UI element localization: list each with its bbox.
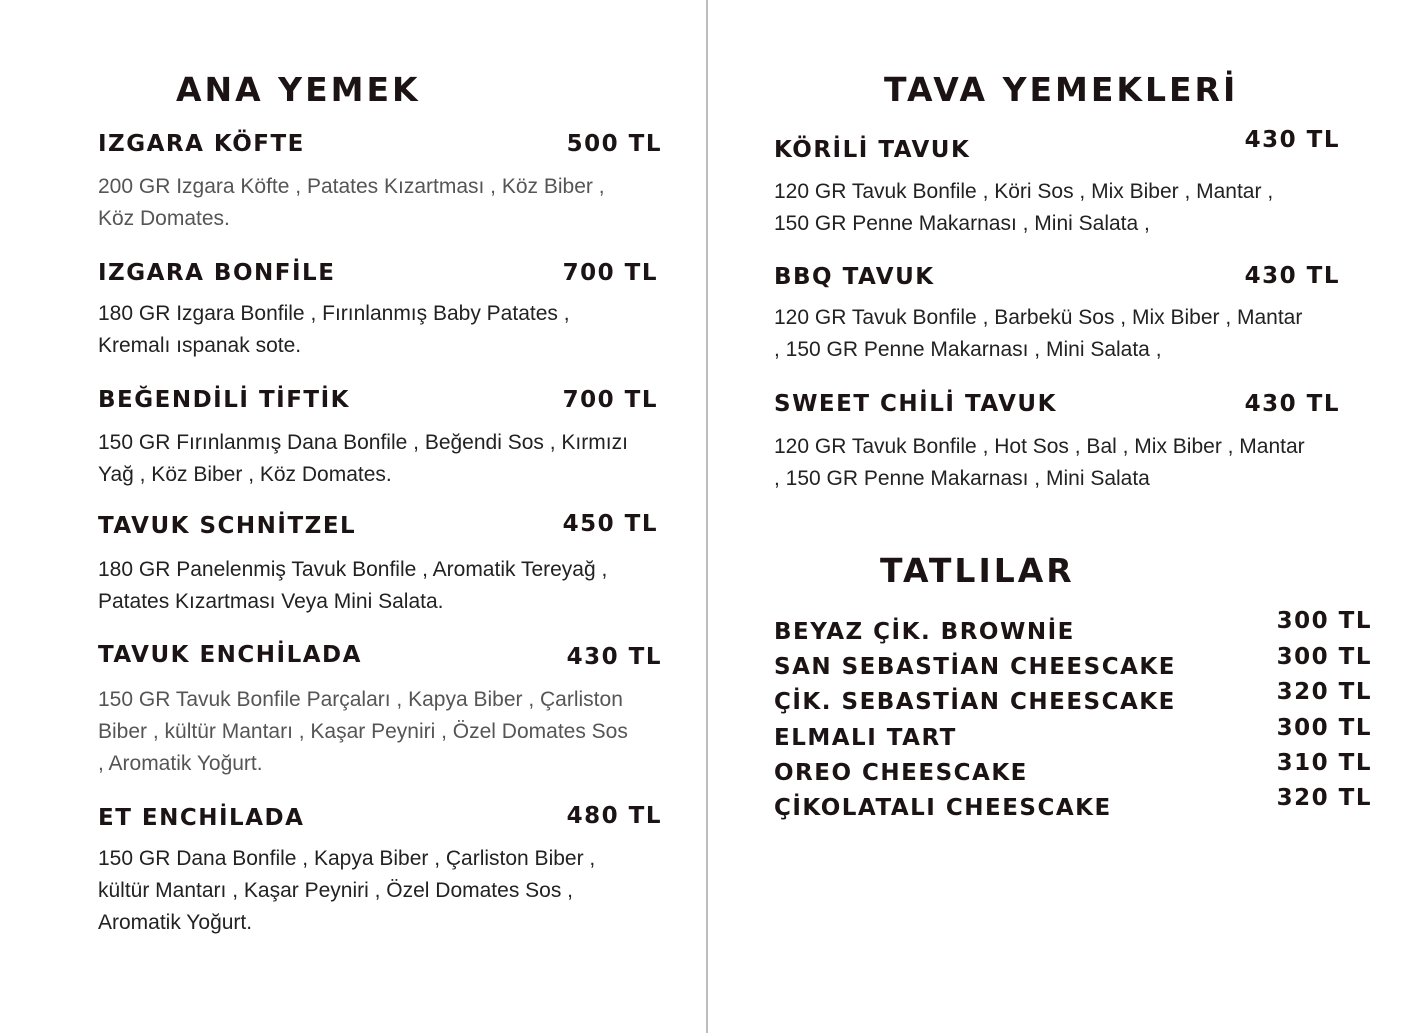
dish-price: 450 TL [562,511,658,537]
dish-name: IZGARA BONFİLE [98,260,336,286]
dish-price: 700 TL [562,260,658,286]
dessert-name: ÇİKOLATALI CHEESCAKE [774,795,1112,821]
dish-name: KÖRİLİ TAVUK [774,137,971,163]
dish-price: 430 TL [566,644,662,670]
dessert-price: 320 TL [1276,679,1372,705]
section-title-ana-yemek: ANA YEMEK [176,70,421,109]
dish-description: 120 GR Tavuk Bonfile , Hot Sos , Bal , Mix Biber , Mantar , 150 GR Penne Makarnası , Mini Salata [774,435,1305,490]
dessert-name: BEYAZ ÇİK. BROWNİE [774,619,1075,645]
dish-price: 430 TL [1244,263,1340,289]
dessert-price: 320 TL [1276,785,1372,811]
dish-description: 150 GR Dana Bonfile , Kapya Biber , Çarliston Biber , kültür Mantarı , Kaşar Peyniri , Özel Domates Sos , Aromatik Yoğurt. [98,847,596,934]
dish-name: TAVUK SCHNİTZEL [98,513,357,539]
section-title-tatlilar: TATLILAR [880,551,1075,590]
dish-description: 200 GR Izgara Köfte , Patates Kızartması , Köz Biber , Köz Domates. [98,175,605,230]
dessert-price: 300 TL [1276,715,1372,741]
dish-price: 500 TL [566,131,662,157]
dish-description: 150 GR Fırınlanmış Dana Bonfile , Beğendi Sos , Kırmızı Yağ , Köz Biber , Köz Domates. [98,431,628,486]
dessert-name: ÇİK. SEBASTİAN CHEESCAKE [774,689,1176,715]
dish-description: 120 GR Tavuk Bonfile , Barbekü Sos , Mix Biber , Mantar , 150 GR Penne Makarnası , Mini Salata , [774,306,1303,361]
dessert-price: 300 TL [1276,644,1372,670]
dessert-price: 310 TL [1276,750,1372,776]
dish-description: 120 GR Tavuk Bonfile , Köri Sos , Mix Biber , Mantar , 150 GR Penne Makarnası , Mini Salata , [774,180,1274,235]
dish-name: BEĞENDİLİ TİFTİK [98,387,350,413]
dessert-price: 300 TL [1276,608,1372,634]
dish-name: TAVUK ENCHİLADA [98,642,362,668]
dish-price: 430 TL [1244,391,1340,417]
dish-price: 430 TL [1244,127,1340,153]
dish-price: 480 TL [566,803,662,829]
page-divider [706,0,708,1033]
dessert-name: OREO CHEESCAKE [774,760,1028,786]
dish-name: IZGARA KÖFTE [98,131,305,157]
dish-description: 180 GR Panelenmiş Tavuk Bonfile , Aromatik Tereyağ , Patates Kızartması Veya Mini Salata. [98,558,608,613]
dish-description: 150 GR Tavuk Bonfile Parçaları , Kapya Biber , Çarliston Biber , kültür Mantarı , Kaşar Peyniri , Özel Domates Sos , Aromatik Yoğurt. [98,688,628,775]
dish-name: BBQ TAVUK [774,264,935,290]
dish-name: SWEET CHİLİ TAVUK [774,391,1057,417]
dish-name: ET ENCHİLADA [98,805,305,831]
dessert-name: SAN SEBASTİAN CHEESCAKE [774,654,1176,680]
section-title-tava-yemekleri: TAVA YEMEKLERİ [884,70,1239,109]
dessert-name: ELMALI TART [774,725,957,751]
dish-price: 700 TL [562,387,658,413]
dish-description: 180 GR Izgara Bonfile , Fırınlanmış Baby Patates , Kremalı ıspanak sote. [98,302,570,357]
